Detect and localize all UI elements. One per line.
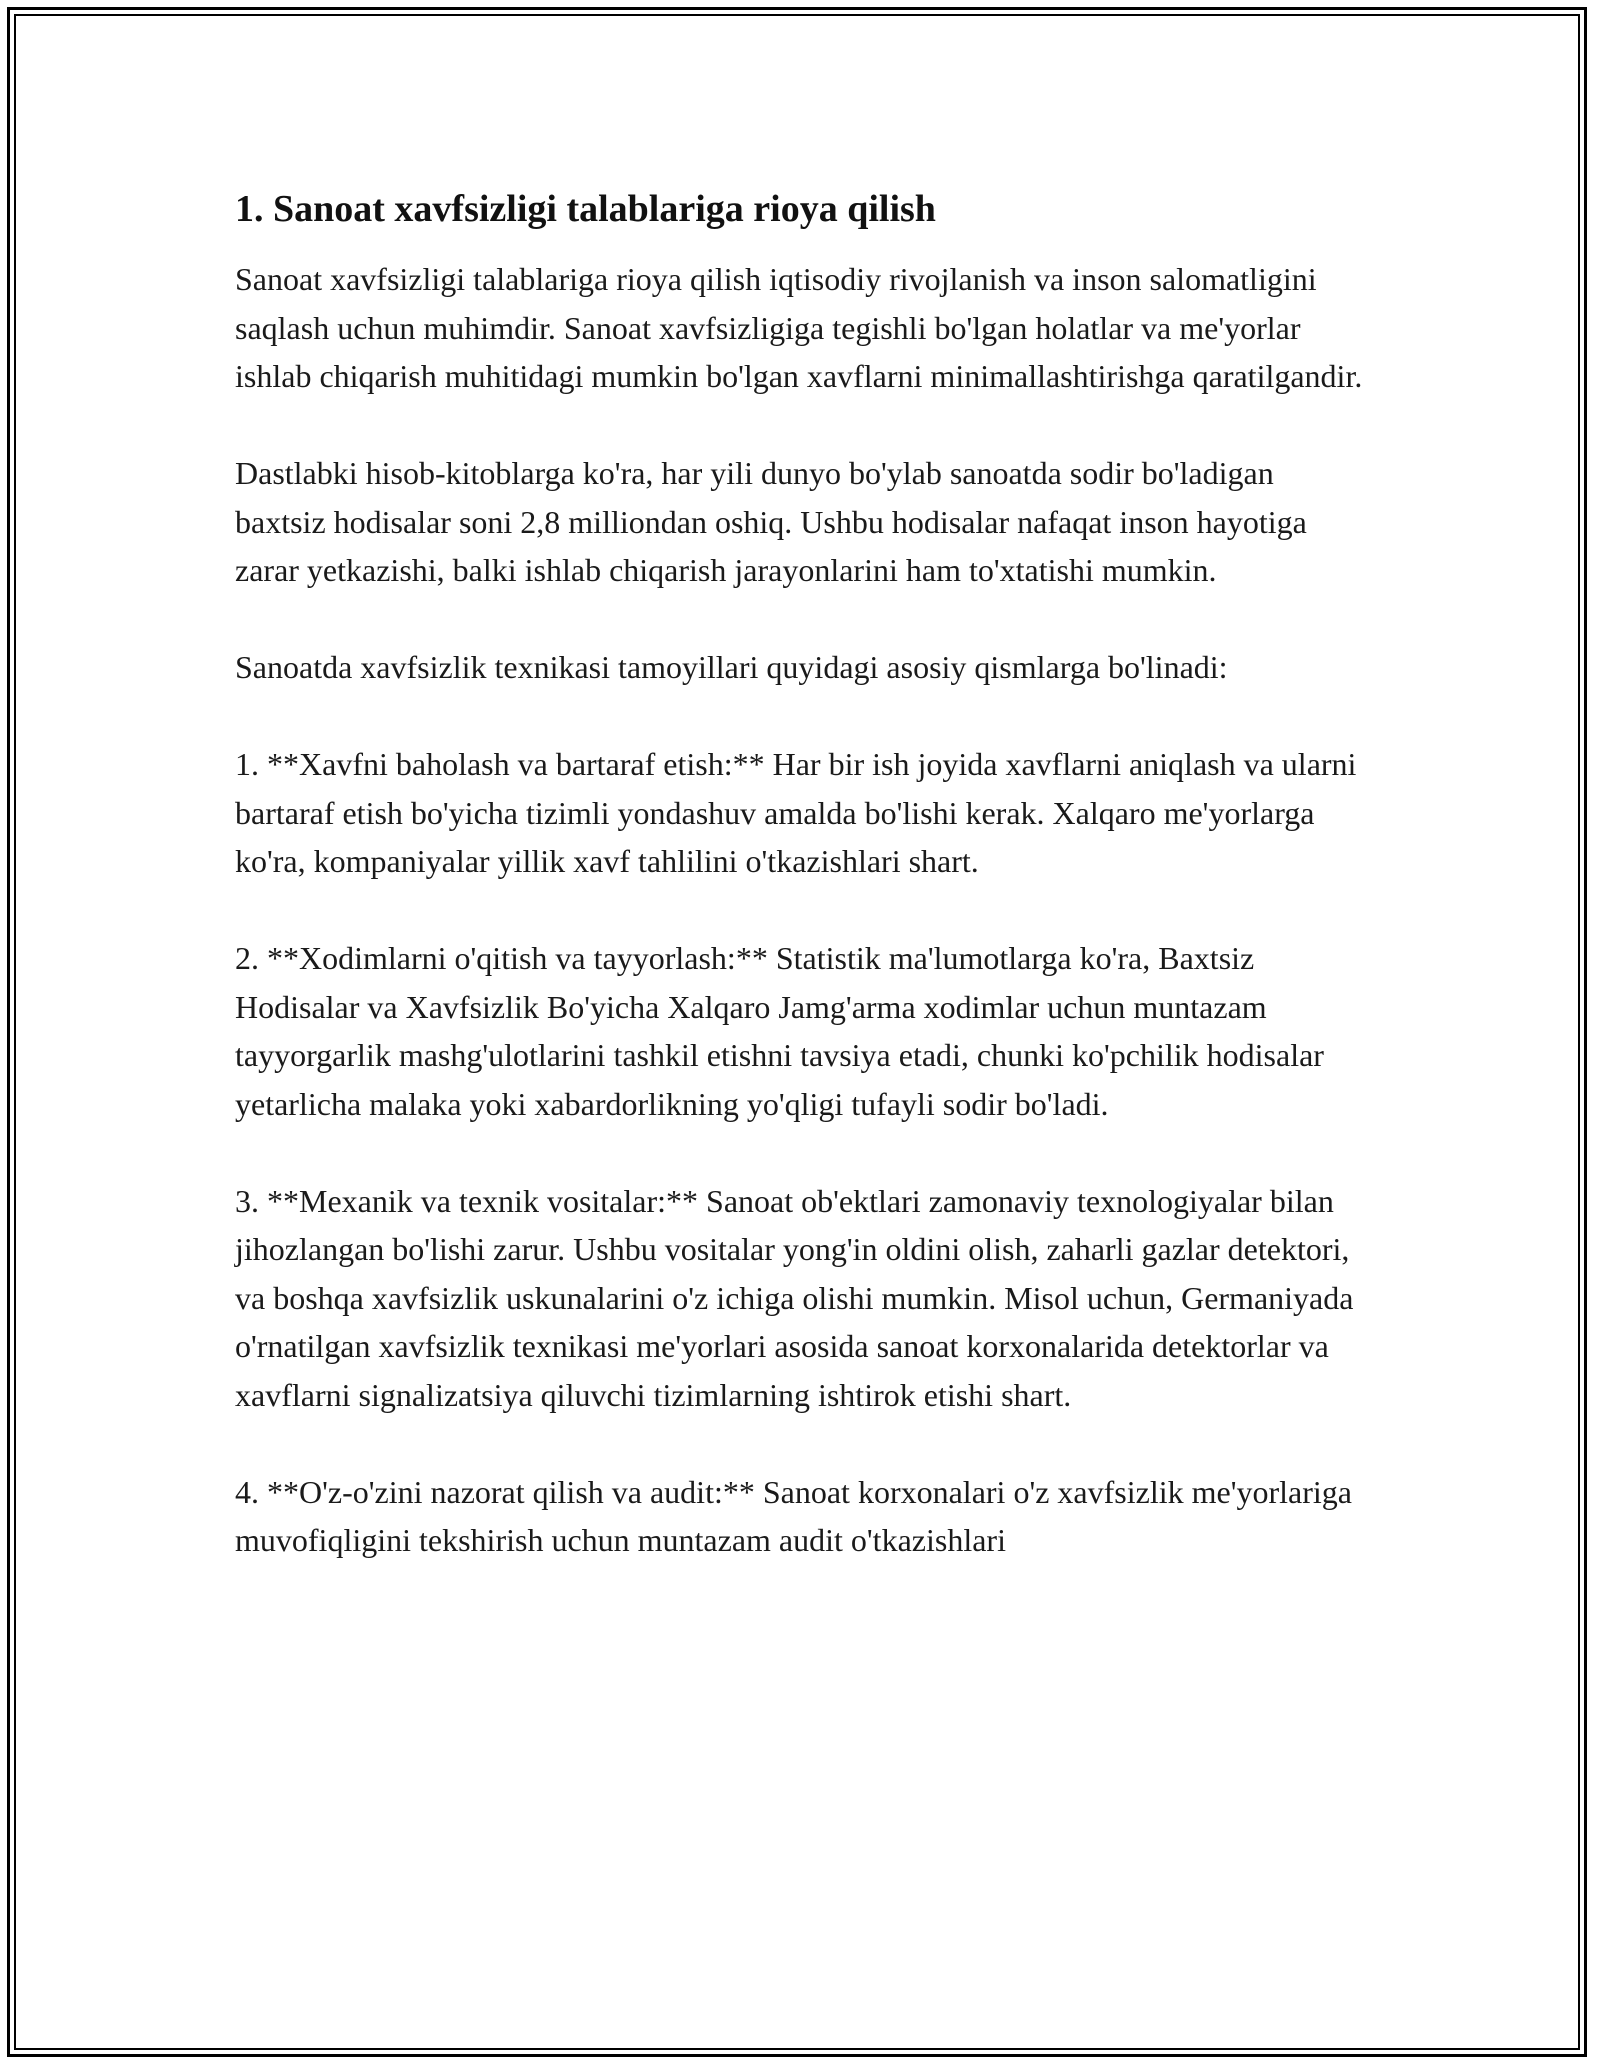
document-body [235, 185, 1365, 1613]
paragraph-principles-lead: Sanoatda xavfsizlik texnikasi tamoyillari quyidagi asosiy qismlarga bo'linadi: [235, 649, 1228, 685]
list-item-self-audit: 4. **O'z-o'zini nazorat qilish va audit:** Sanoat korxonalari o'z xavfsizlik me'yorlariga muvofiqligini tekshirish uchun muntazam audit o'tkazishlari [235, 1473, 1352, 1558]
paragraph-statistics: Dastlabki hisob-kitoblarga ko'ra, har yili dunyo bo'ylab sanoatda sodir bo'ladigan baxtsiz hodisalar soni 2,8 milliondan oshiq. Ushbu hodisalar nafaqat inson hayotiga zarar yetkazishi, balki ishlab chiqarish jarayonlarini ham to'xtatishi mumkin. [235, 455, 1307, 588]
list-item-risk-assessment: 1. **Xavfni baholash va bartaraf etish:** Har bir ish joyida xavflarni aniqlash va ularni bartaraf etish bo'yicha tizimli yondashuv amalda bo'lishi kerak. Xalqaro me'yorlarga ko'ra, kompaniyalar yillik xavf tahlilini o'tkazishlari shart. [235, 746, 1357, 879]
page-title: 1. Sanoat xavfsizligi talablariga rioya qilish [235, 188, 936, 230]
list-item-staff-training: 2. **Xodimlarni o'qitish va tayyorlash:** Statistik ma'lumotlarga ko'ra, Baxtsiz Hodisalar va Xavfsizlik Bo'yicha Xalqaro Jamg'arma xodimlar uchun muntazam tayyorgarlik mashg'ulotlarini tashkil etishni tavsiya etadi, chunki ko'pchilik hodisalar yetarlicha malaka yoki xabardorlikning yo'qligi tufayli sodir bo'ladi. [235, 940, 1324, 1122]
list-item-technical-means: 3. **Mexanik va texnik vositalar:** Sanoat ob'ektlari zamonaviy texnologiyalar bilan jihozlangan bo'lishi zarur. Ushbu vositalar yong'in oldini olish, zaharli gazlar detektori, va boshqa xavfsizlik uskunalarini o'z ichiga olishi mumkin. Misol uchun, Germaniyada o'rnatilgan xavfsizlik texnikasi me'yorlari asosida sanoat korxonalarida detektorlar va xavflarni signalizatsiya qiluvchi tizimlarning ishtirok etishi shart. [235, 1182, 1354, 1413]
paragraph-intro: Sanoat xavfsizligi talablariga rioya qilish iqtisodiy rivojlanish va inson salomatligini saqlash uchun muhimdir. Sanoat xavfsizligiga tegishli bo'lgan holatlar va me'yorlar ishlab chiqarish muhitidagi mumkin bo'lgan xavflarni minimallashtirishga qaratilgandir. [235, 261, 1363, 394]
